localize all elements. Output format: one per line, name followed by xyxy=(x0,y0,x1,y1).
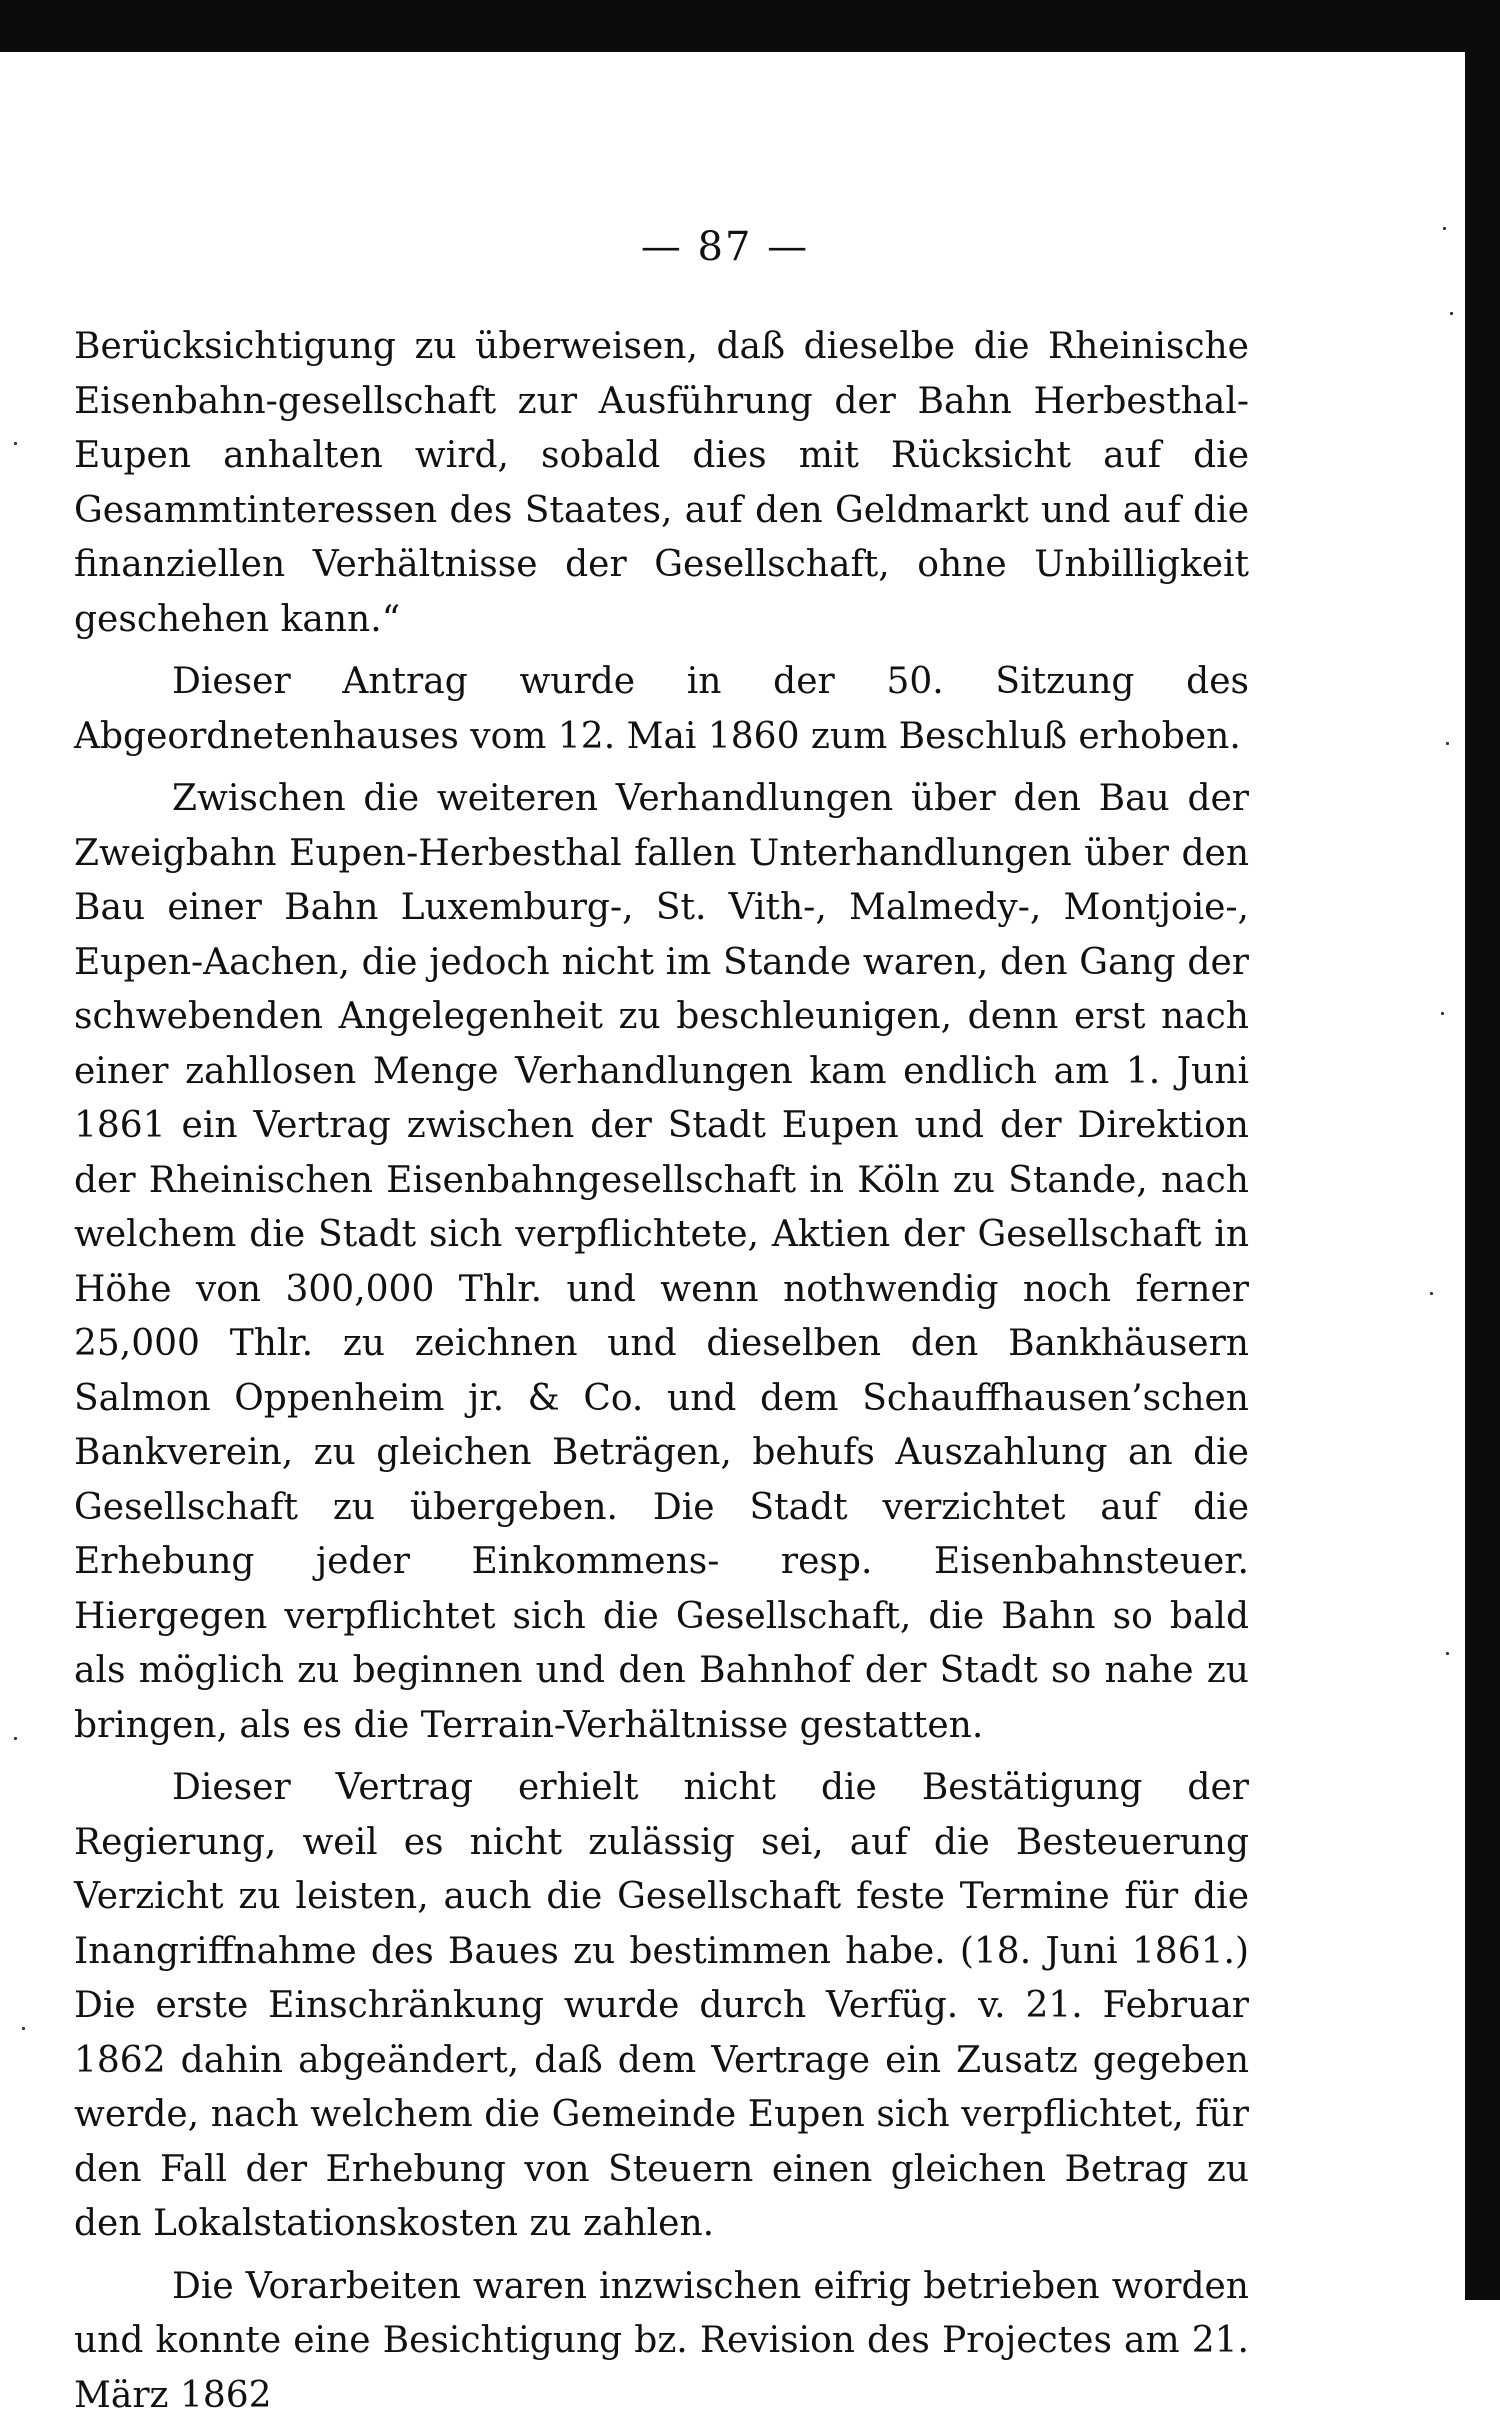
scan-speck xyxy=(14,442,17,445)
scan-speck xyxy=(1441,1012,1444,1015)
scan-right-border xyxy=(1465,40,1500,2300)
scan-speck xyxy=(1446,1652,1449,1655)
paragraph-5: Die Vorarbeiten waren inzwischen eifrig betrieben worden und konnte eine Besichtigung bz. Revision des Projectes am 21. März 1862 xyxy=(74,2265,1249,2416)
scan-speck xyxy=(1446,742,1449,745)
paragraph-3: Zwischen die weiteren Verhandlungen über den Bau der Zweigbahn Eupen-Herbesthal fallen Unterhandlungen über den Bau einer Bahn Luxemburg-, St. Vith-, Malmedy-, Montjoie-, Eupen-Aachen, die jedoch nicht im Stande waren, den Gang der schwebenden Angelegenheit zu beschleunigen, denn erst nach einer zahllosen Menge Verhandlungen kam endlich am 1. Juni 1861 ein Vertrag zwischen der Stadt Eupen und der Direktion der Rheinischen Eisenbahngesellschaft in Köln zu Stande, nach welchem die Stadt sich verpflichtete, Aktien der Gesellschaft in Höhe von 300,000 Thlr. und wenn nothwendig noch ferner 25,000 Thlr. zu zeichnen und dieselben den Bankhäusern Salmon Oppenheim jr. & Co. und dem Schauffhausen’schen Bankverein, zu gleichen Beträgen, behufs Auszahlung an die Gesellschaft zu übergeben. Die Stadt verzichtet auf die Erhebung jeder Einkommens- resp. Eisenbahnsteuer. Hiergegen verpflichtet sich die Gesellschaft, die Bahn so bald als möglich zu beginnen und den Bahnhof der Stadt so nahe zu bringen, als es die Terrain-Verhältnisse gestatten. xyxy=(74,778,1249,1746)
page-number: — 87 — xyxy=(640,224,810,270)
paragraph-1: Berücksichtigung zu überweisen, daß dieselbe die Rheinische Eisenbahn-gesellschaft zur Ausführung der Bahn Herbesthal-Eupen anhalten wird, sobald dies mit Rücksicht auf die Gesammtinteressen des Staates, auf den Geldmarkt und auf die finanziellen Verhältnisse der Gesellschaft, ohne Unbilligkeit geschehen kann.“ xyxy=(74,326,1249,640)
scan-speck xyxy=(22,2027,25,2030)
body-text xyxy=(74,320,1249,2431)
scan-speck xyxy=(1443,227,1446,230)
book-page xyxy=(0,52,1465,2416)
paragraph-4: Dieser Vertrag erhielt nicht die Bestätigung der Regierung, weil es nicht zulässig sei, auf die Besteuerung Verzicht zu leisten, auch die Gesellschaft feste Termine für die Inangriffnahme des Baues zu bestimmen habe. (18. Juni 1861.) Die erste Einschränkung wurde durch Verfüg. v. 21. Februar 1862 dahin abgeändert, daß dem Vertrage ein Zusatz gegeben werde, nach welchem die Gemeinde Eupen sich verpflichtet, für den Fall der Erhebung von Steuern einen gleichen Betrag zu den Lokalstationskosten zu zahlen. xyxy=(74,1767,1249,2244)
scan-speck xyxy=(14,1737,17,1740)
scan-speck xyxy=(1430,1292,1433,1295)
paragraph-2: Dieser Antrag wurde in der 50. Sitzung des Abgeordnetenhauses vom 12. Mai 1860 zum Beschluß erhoben. xyxy=(74,661,1249,757)
scan-speck xyxy=(1450,312,1453,315)
scan-top-border xyxy=(0,0,1500,52)
